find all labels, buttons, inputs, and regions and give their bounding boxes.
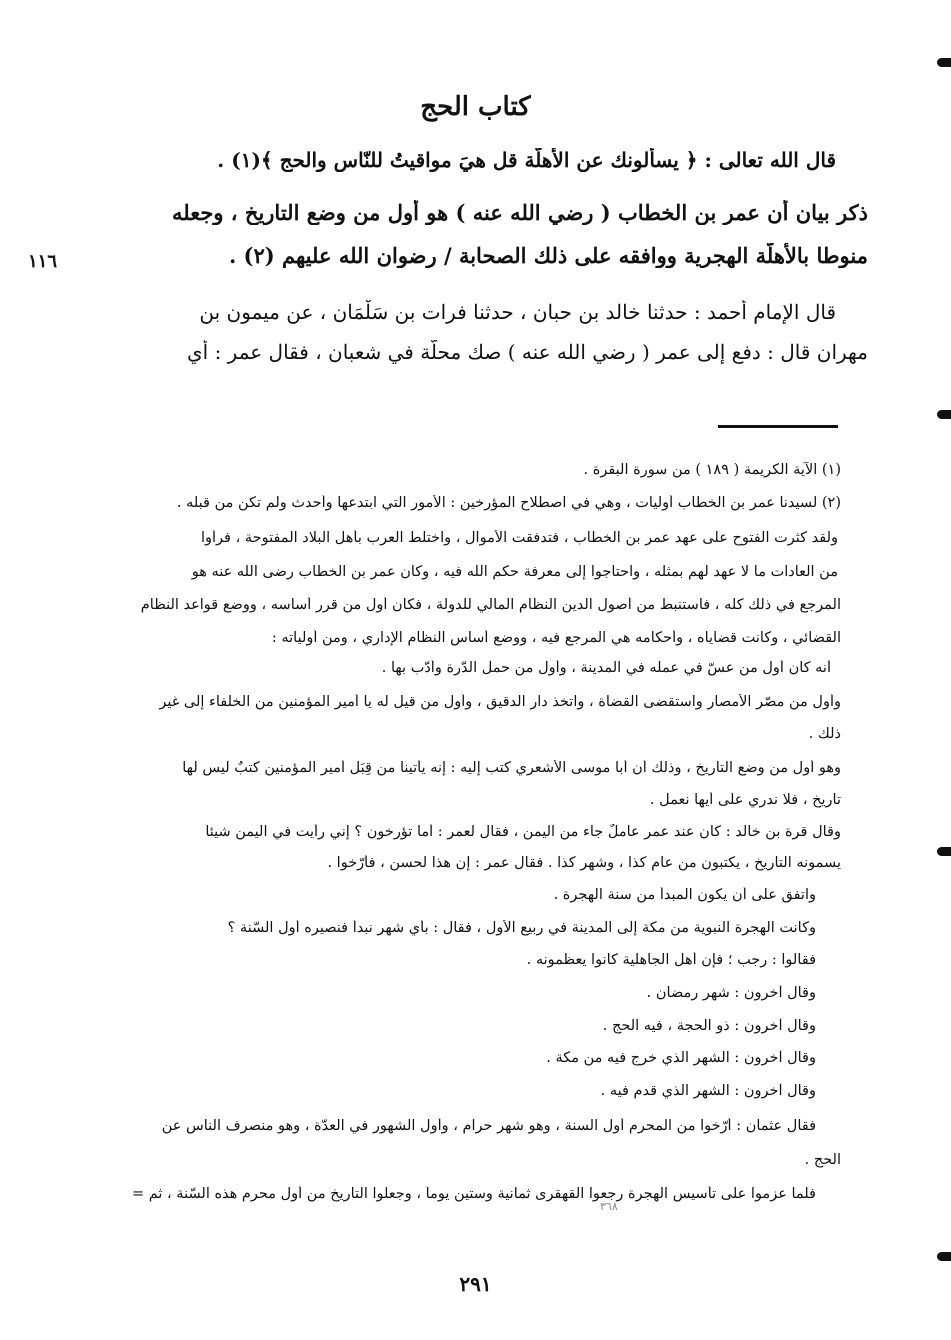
footnote-line: (٢) لسيدنا عمر بن الخطاب أوليات ، وهي في اصطلاح المؤرخين : الأمور التي ابتدعها وأحدث ولم تكن من قبله . <box>176 495 841 511</box>
footnote-line: وقال آخرون : الشهر الذي خرج فيه من مكة . <box>546 1050 816 1066</box>
footnote-line: أنه كان أول من عسّ في عمله في المدينة ، وأول من حمل الدّرة وأدّب بها . <box>381 660 831 676</box>
footnote-line: ذلك . <box>808 726 841 742</box>
binding-mark <box>937 1252 951 1261</box>
footnote-line: المرجع في ذلك كله ، فاستنبط من أصول الدين النظام المالي للدولة ، فكان أول من قرر أساسه ، ووضع قواعد النظام <box>140 597 841 613</box>
footnote-line: القضائي ، وكانت قضاياه ، وأحكامه هي المرجع فيه ، ووضع أساس النظام الإداري ، ومن أولياته : <box>271 630 841 646</box>
chapter-title: كتاب الحج <box>420 92 531 122</box>
margin-page-reference: ١١٦ <box>28 251 58 272</box>
footnote-line: (١) الآية الكريمة ( ١٨٩ ) من سورة البقرة . <box>583 462 841 478</box>
footnote-line: فقال عثمان : أرّخوا من المحرم أول السنة ، وهو شهر حرام ، وأول الشهور في العدّة ، وهو منصرف الناس عن <box>161 1118 816 1134</box>
binding-mark <box>937 58 951 67</box>
footnote-line: فقالوا : رجب ؛ فإن أهل الجاهلية كانوا يعظمونه . <box>526 952 816 968</box>
footnote-line: يسمونه التاريخ ، يكتبون من عام كذا ، وشهر كذا . فقال عمر : إن هذا لحسن ، فأرّخوا . <box>327 855 841 871</box>
footnote-line: تاريخ ، فلا ندري على أيها نعمل . <box>649 792 841 808</box>
footnote-line: وقال قرة بن خالد : كان عند عمر عاملٌ جاء من اليمن ، فقال لعمر : أما تؤرخون ؟ إني رأيت في اليمن شيئاً <box>205 824 841 840</box>
footnote-line: الحج . <box>804 1152 841 1168</box>
footnote-line: وقال آخرون : شهر رمضان . <box>646 985 816 1001</box>
section-heading-line: منوطا بالأهلّة الهجرية ووافقه على ذلك الصحابة / رضوان الله عليهم (٢) . <box>228 243 868 268</box>
footnote-line: وأول من مصّر الأمصار واستقضى القضاة ، واتخذ دار الدقيق ، وأول من قيل له يا أمير المؤمنين من الخلفاء إلى غير <box>159 694 841 710</box>
footnote-line: واتفق على أن يكون المبدأ من سنة الهجرة . <box>553 887 816 903</box>
faint-stamp: ٣٦٨ <box>600 1200 618 1213</box>
footnote-line: وهو أول من وضع التاريخ ، وذلك أن أبا موسى الأشعري كتب إليه : إنه يأتينا من قِبَل أمير المؤمنين كتبٌ ليس لها <box>182 760 841 776</box>
footnote-line: وكانت الهجرة النبوية من مكة إلى المدينة في ربيع الأول ، فقال : بأي شهر نبدأ فنصيره أول السّنة ؟ <box>227 920 816 936</box>
footnote-line: وقال آخرون : الشهر الذي قدم فيه . <box>600 1083 816 1099</box>
section-heading-line: ذكر بيان أن عمر بن الخطاب ( رضي الله عنه ) هو أول من وضع التاريخ ، وجعله <box>172 200 868 225</box>
body-text-line: قال الإمام أحمد : حدثنا خالد بن حبان ، حدثنا فرات بن سَلْمَان ، عن ميمون بن <box>199 300 836 324</box>
body-text-line: مهران قال : دفع إلى عمر ( رضي الله عنه ) صك محلّة في شعبان ، فقال عمر : أي <box>187 340 868 364</box>
footnote-line: ولقد كثرت الفتوح على عهد عمر بن الخطاب ، فتدفقت الأموال ، واختلط العرب بأهل البلاد المفتوحة ، فرأوا <box>200 530 838 546</box>
binding-mark <box>937 410 951 419</box>
footnote-separator <box>718 425 838 428</box>
binding-mark <box>937 847 951 856</box>
footnote-line: من العادات ما لا عهد لهم بمثله ، واحتاجوا إلى معرفة حكم الله فيه ، وكان عمر بن الخطاب رضى الله عنه هو <box>191 564 838 580</box>
page-number: ٢٩١ <box>459 1272 492 1296</box>
footnote-line: وقال آخرون : ذو الحجة ، فيه الحج . <box>602 1018 816 1034</box>
quran-verse-line: قال الله تعالى : ﴿ يسألونك عن الأهلّة قل هيَ مواقيتُ للنّاس والحج ﴾(١) . <box>217 148 836 172</box>
footnote-line: فلما عزموا على تأسيس الهجرة رجعوا القهقرى ثمانية وستين يوماً ، وجعلوا التاريخ من أول محرم هذه السّنة ، ثم = <box>131 1186 816 1202</box>
